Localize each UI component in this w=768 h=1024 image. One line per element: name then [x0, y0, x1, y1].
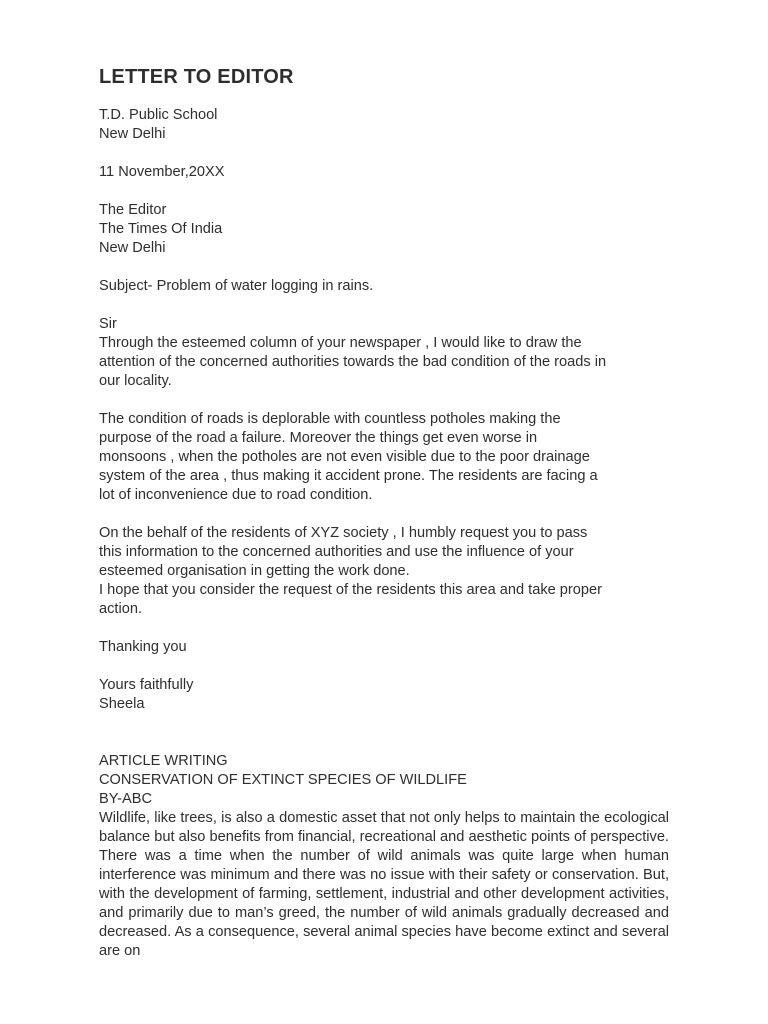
- letter-date: 11 November,20XX: [99, 164, 225, 180]
- paragraph-line: monsoons , when the potholes are not even visible due to the poor drainage: [99, 449, 590, 465]
- recipient-line: The Editor: [99, 202, 167, 218]
- paragraph-line: On the behalf of the residents of XYZ society , I humbly request you to pass: [99, 525, 588, 541]
- article-title: CONSERVATION OF EXTINCT SPECIES OF WILDLIFE: [99, 772, 467, 788]
- letter-subject: Subject- Problem of water logging in rains.: [99, 278, 374, 294]
- sender-address-line: New Delhi: [99, 126, 166, 142]
- paragraph-line: I hope that you consider the request of the residents this area and take proper: [99, 582, 602, 598]
- sender-address-line: T.D. Public School: [99, 107, 218, 123]
- paragraph-line: attention of the concerned authorities towards the bad condition of the roads in: [99, 354, 607, 370]
- paragraph-line: lot of inconvenience due to road condition.: [99, 487, 373, 503]
- article-heading: ARTICLE WRITING: [99, 753, 228, 769]
- paragraph-line: system of the area , thus making it accident prone. The residents are facing a: [99, 468, 598, 484]
- article-body: Wildlife, like trees, is also a domestic asset that not only helps to maintain the ecological balance but also benefits from financial, recreational and aesthetic points of perspective. There was a time when the number of wild animals was quite large when human interference was minimum and there was no issue with their safety or conservation. But, with the development of farming, settlement, industrial and other development activities, and primarily due to man’s greed, the number of wild animals gradually decreased and decreased. As a consequence, several animal species have become extinct and several are on: [99, 810, 669, 959]
- paragraph-1: [99, 334, 669, 391]
- paragraph-line: purpose of the road a failure. Moreover the things get even worse in: [99, 430, 538, 446]
- recipient-line: New Delhi: [99, 240, 166, 256]
- paragraph-line: Through the esteemed column of your newspaper , I would like to draw the: [99, 335, 582, 351]
- salutation: Sir: [99, 316, 117, 332]
- signer-name: Sheela: [99, 696, 145, 712]
- recipient-line: The Times Of India: [99, 221, 223, 237]
- sign-off: Yours faithfully: [99, 677, 194, 693]
- paragraph-line: The condition of roads is deplorable with countless potholes making the: [99, 411, 561, 427]
- paragraph-line: our locality.: [99, 373, 172, 389]
- article-byline: BY-ABC: [99, 791, 152, 807]
- paragraph-3: [99, 524, 669, 619]
- paragraph-line: action.: [99, 601, 142, 617]
- recipient-address: [99, 201, 669, 258]
- document-page: [99, 64, 669, 961]
- closing-line: Thanking you: [99, 639, 187, 655]
- paragraph-2: [99, 410, 669, 505]
- paragraph-line: esteemed organisation in getting the work done.: [99, 563, 410, 579]
- paragraph-line: this information to the concerned authorities and use the influence of your: [99, 544, 574, 560]
- letter-title: LETTER TO EDITOR: [99, 66, 294, 88]
- sender-address: [99, 106, 669, 144]
